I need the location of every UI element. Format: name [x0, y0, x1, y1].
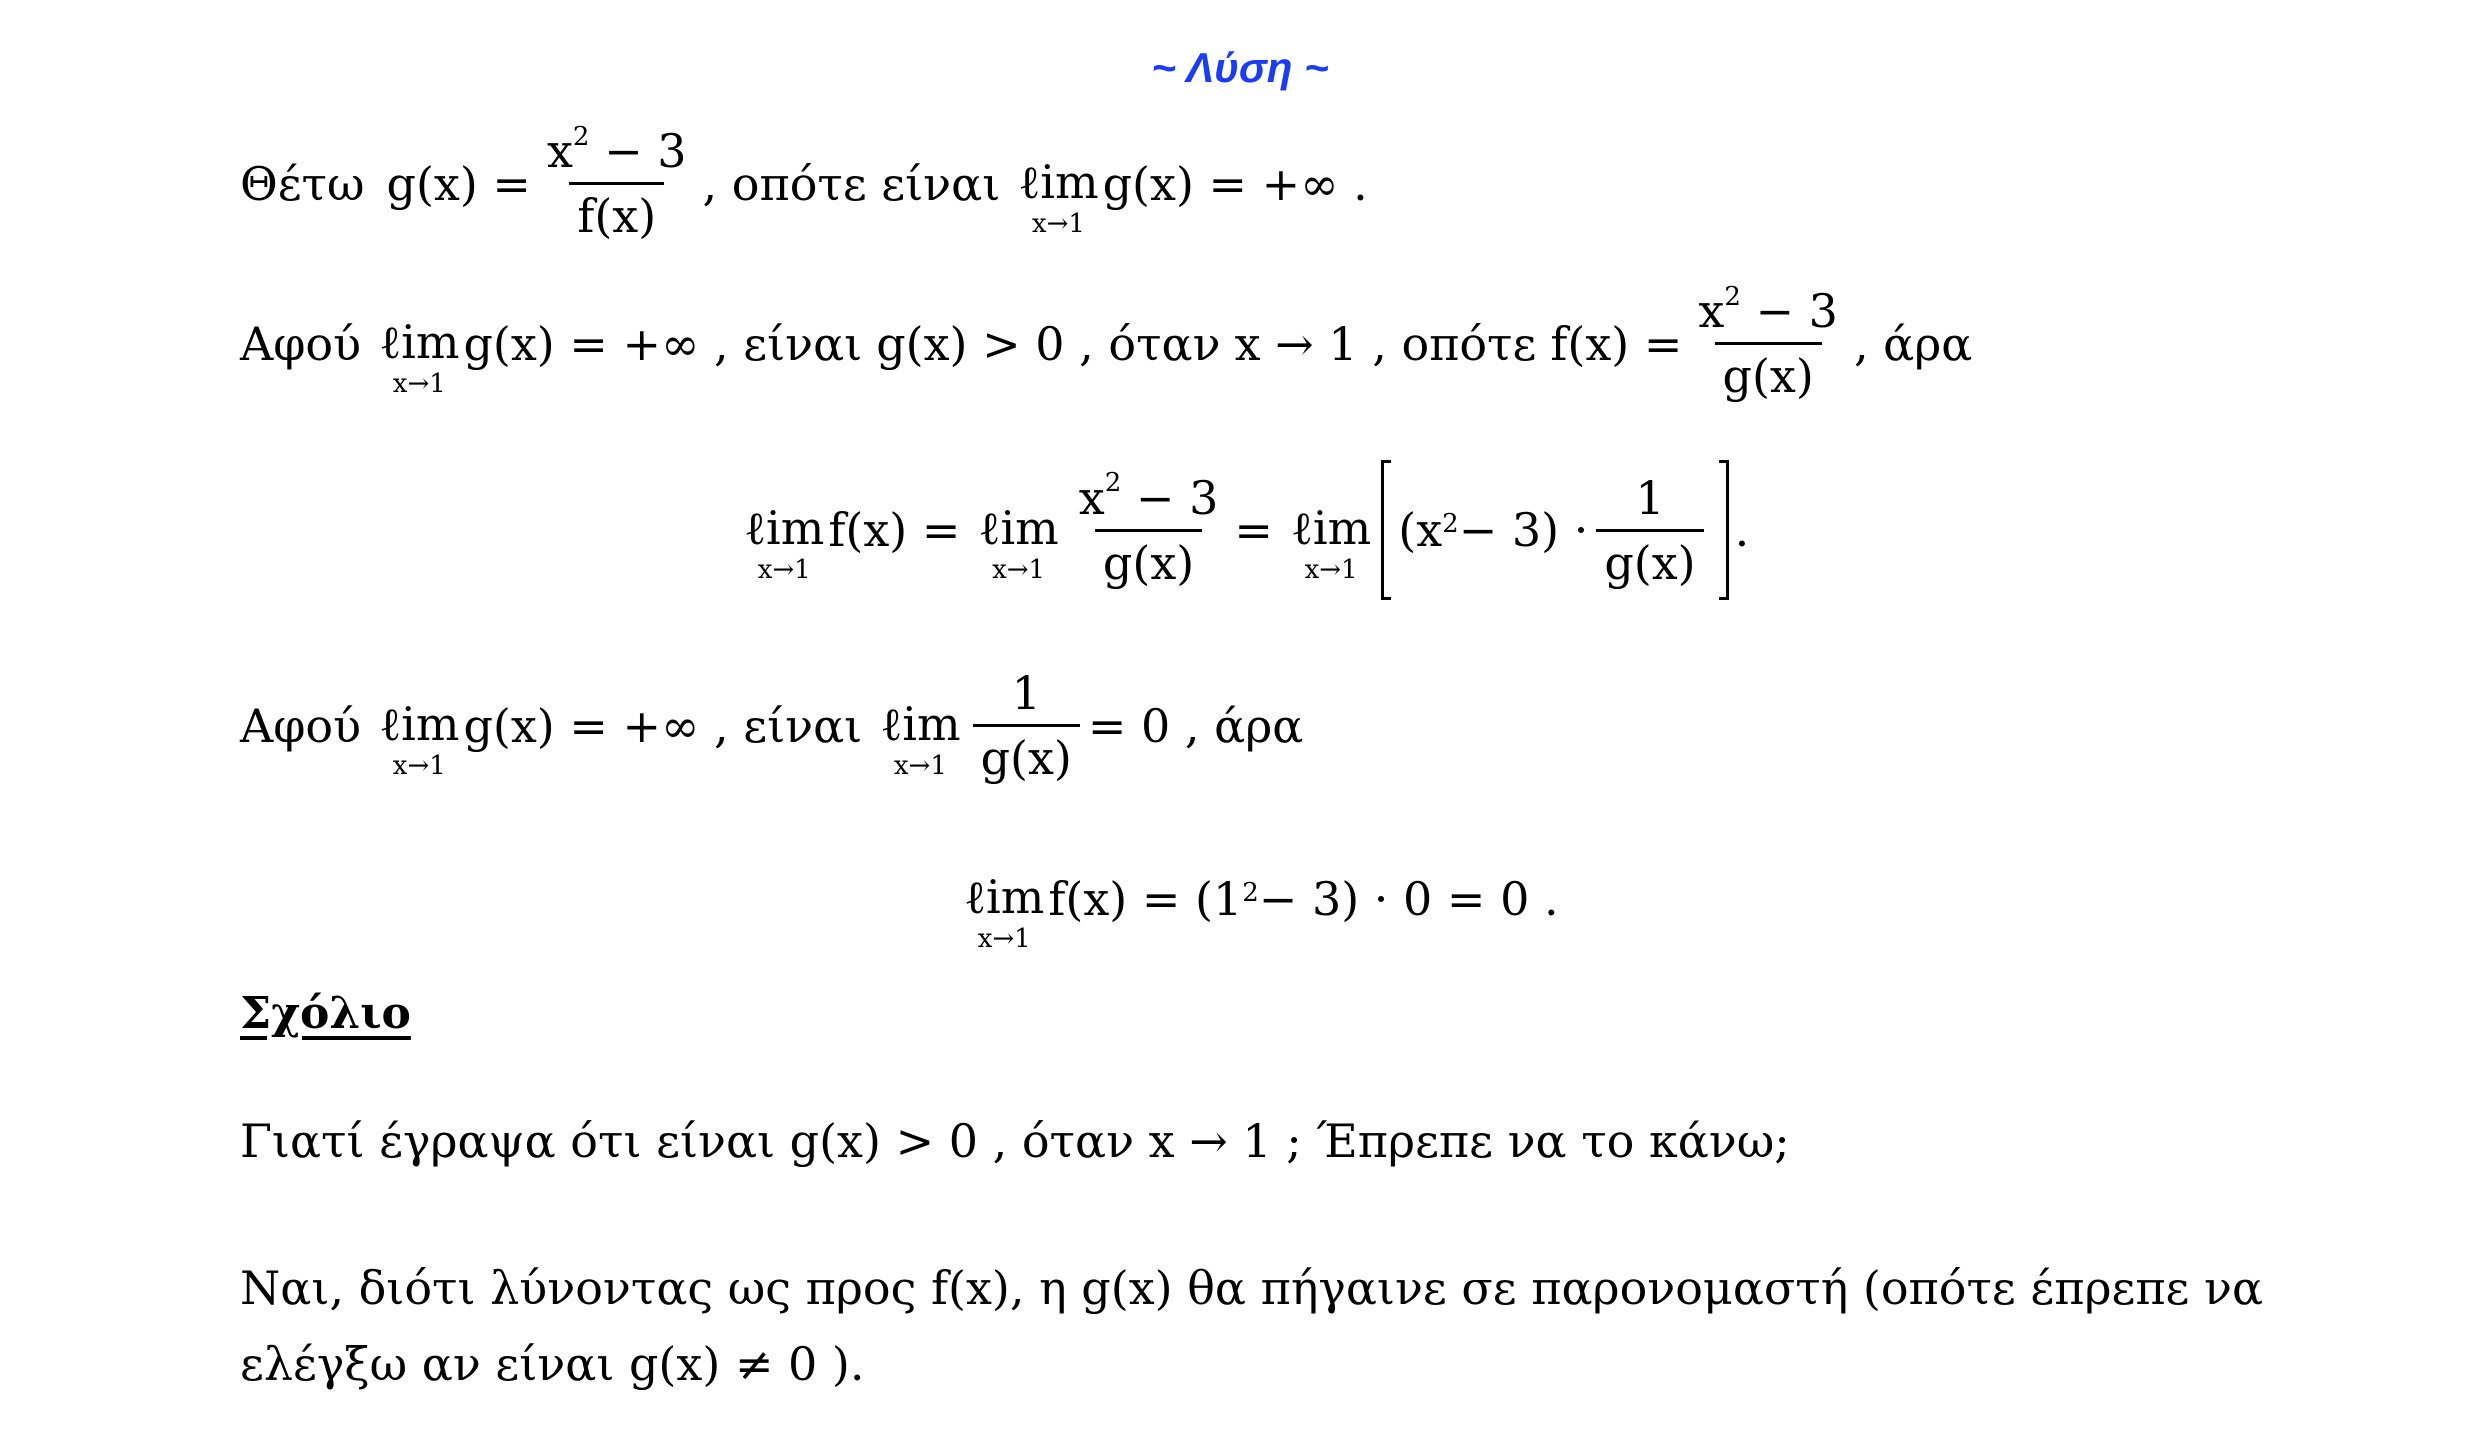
text-part: g(x) = +∞ , είναι	[463, 698, 863, 753]
text-part: x → 1 , οπότε	[1234, 316, 1537, 371]
question-text: Γιατί έγραψα ότι είναι g(x) > 0 , όταν x → 1 ; Έπρεπε να το κάνω;	[240, 1114, 1790, 1168]
limit-operator: ℓim x→1	[964, 870, 1045, 954]
text-intro: Αφού	[240, 698, 362, 753]
g-definition-lhs: g(x) =	[386, 156, 531, 211]
text-part: g(x) > 0 , όταν	[876, 316, 1221, 371]
exponent: 2	[1242, 878, 1259, 908]
comment-heading: Σχόλιο	[240, 988, 411, 1039]
limit-result: g(x) = +∞ .	[1102, 156, 1368, 211]
text-intro: Θέτω	[240, 156, 365, 211]
text-ending: = 0 , άρα	[1087, 698, 1304, 753]
fraction: $\frac{x^2 - 3}{f(x)}$	[546, 121, 687, 243]
equation-part: − 3) · 0 = 0 .	[1258, 872, 1559, 926]
text-ending: , άρα	[1853, 316, 1973, 371]
limit-operator: ℓim x→1	[379, 696, 460, 781]
definition-line	[240, 121, 1368, 243]
fraction: $\frac{x^2 - 3}{g(x)}$	[1698, 281, 1838, 403]
text-middle: , οπότε είναι	[702, 156, 1001, 211]
limit-operator: ℓim x→1	[379, 314, 460, 399]
limit-operator: ℓim x→1	[978, 501, 1059, 585]
limit-operator: ℓim x→1	[1290, 501, 1372, 585]
display-equation-1	[740, 460, 1749, 600]
fraction: $\frac{1}{g(x)}$	[973, 670, 1080, 781]
text-part: g(x) = +∞ , είναι	[463, 316, 863, 371]
fraction: $\frac{1}{g(x)}$	[1596, 475, 1703, 586]
limit-operator: ℓim x→1	[880, 696, 961, 781]
equation-part: f(x) = (1	[1048, 872, 1243, 926]
text-intro: Αφού	[240, 316, 362, 371]
solution-title: ~ Λύση ~	[1151, 44, 1329, 91]
equation-lhs: f(x) =	[828, 503, 961, 557]
equals-sign: =	[1234, 503, 1273, 557]
answer-paragraph: Ναι, διότι λύνοντας ως προς f(x), η g(x) θα πήγαινε σε παρονομαστή (οπότε έπρεπε να ελέγξω αν είναι g(x) ≠ 0 ).	[240, 1261, 2264, 1391]
display-equation-2	[960, 860, 1559, 954]
limit-operator: ℓim x→1	[744, 501, 825, 585]
text-part: f(x) =	[1550, 316, 1683, 371]
period: .	[1734, 503, 1750, 557]
reasoning-line-1	[240, 281, 1973, 403]
fraction: $\frac{x^2 - 3}{g(x)}$	[1078, 468, 1219, 590]
limit-operator: ℓim x→1	[1018, 154, 1099, 239]
reasoning-line-2	[240, 666, 1304, 785]
square-bracket: (x $^2$ − 3) · $\frac{1}{g(x)}$	[1381, 460, 1728, 600]
